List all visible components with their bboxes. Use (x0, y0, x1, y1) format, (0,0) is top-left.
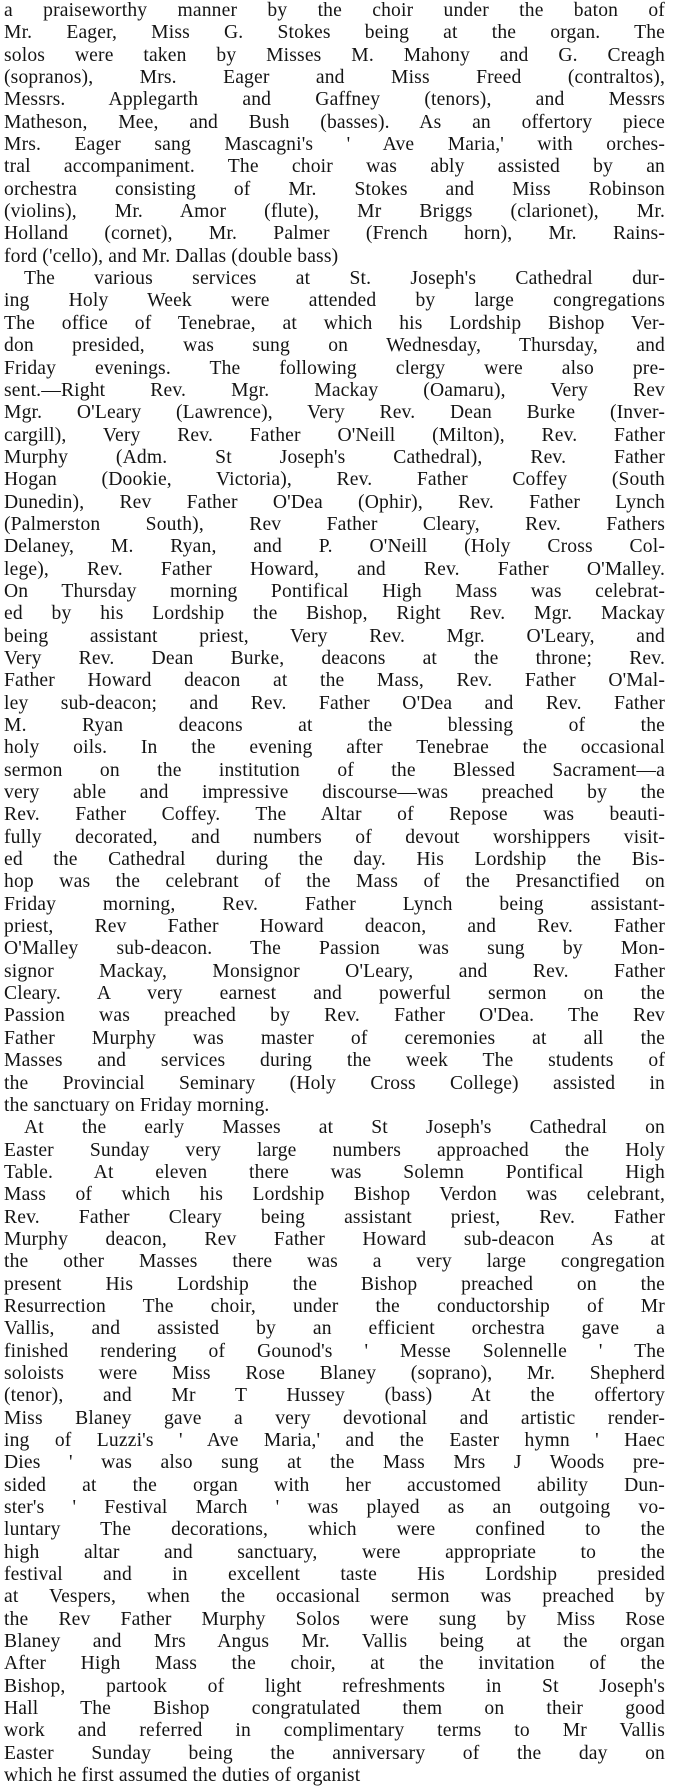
text-line: ing of Luzzi's ' Ave Maria,' and the Easter hymn ' Haec (4, 1430, 665, 1451)
text-line: being assistant priest, Very Rev. Mgr. O'Leary, and (4, 625, 665, 647)
text-line: lege), Rev. Father Howard, and Rev. Father O'Malley. (4, 558, 665, 580)
text-line: soloists were Miss Rose Blaney (soprano), Mr. Shepherd (4, 1362, 665, 1384)
text-line: Mr. Eager, Miss G. Stokes being at the organ. The (4, 22, 665, 44)
text-line: (Palmerston South), Rev Father Cleary, Rev. Fathers (4, 513, 665, 535)
text-line: Father Murphy was master of ceremonies at all the (4, 1027, 665, 1049)
text-line: ing Holy Week were attended by large congregations (4, 290, 665, 312)
text-line: The various services at St. Joseph's Cathedral dur- (24, 268, 665, 290)
text-line: signor Mackay, Monsignor O'Leary, and Rev. Father (4, 960, 665, 982)
article-column (4, 0, 665, 1788)
article-paragraph (4, 1117, 665, 1787)
text-line: ster's ' Festival March ' was played as an outgoing vo- (4, 1497, 665, 1519)
text-line: Dies ' was also sung at the Mass Mrs J Woods pre- (4, 1452, 665, 1474)
text-line: which he first assumed the duties of organist (4, 1765, 361, 1787)
text-line: finished rendering of Gounod's ' Messe Solennelle ' The (4, 1340, 665, 1362)
text-line: The office of Tenebrae, at which his Lordship Bishop Ver- (4, 312, 665, 334)
text-line: Resurrection The choir, under the conductorship of Mr (4, 1295, 665, 1317)
text-line: ed by his Lordship the Bishop, Right Rev. Mgr. Mackay (4, 603, 665, 625)
text-line: Dunedin), Rev Father O'Dea (Ophir), Rev. Father Lynch (4, 491, 665, 513)
text-line: Masses and services during the week The students of (4, 1050, 665, 1072)
text-line: the Rev Father Murphy Solos were sung by Miss Rose (4, 1608, 665, 1630)
text-line: Vallis, and assisted by an efficient orchestra gave a (4, 1318, 665, 1340)
text-line: ed the Cathedral during the day. His Lordship the Bis- (4, 849, 665, 871)
text-line: Easter Sunday being the anniversary of the day on (4, 1742, 665, 1764)
text-line: Hall The Bishop congratulated them on their good (4, 1698, 665, 1720)
text-line: the sanctuary on Friday morning. (4, 1094, 270, 1116)
text-line: luntary The decorations, which were confined to the (4, 1519, 665, 1541)
text-line: Bishop, partook of light refreshments in St Joseph's (4, 1675, 665, 1697)
text-line: Delaney, M. Ryan, and P. O'Neill (Holy Cross Col- (4, 536, 665, 558)
text-line: sermon on the institution of the Blessed Sacrament—a (4, 759, 665, 781)
text-line: Hogan (Dookie, Victoria), Rev. Father Coffey (South (4, 469, 665, 491)
text-line: Father Howard deacon at the Mass, Rev. Father O'Mal- (4, 670, 665, 692)
text-line: (violins), Mr. Amor (flute), Mr Briggs (clarionet), Mr. (4, 201, 665, 223)
article-paragraph (4, 0, 665, 268)
text-line: very able and impressive discourse—was preached by the (4, 782, 665, 804)
text-line: fully decorated, and numbers of devout worshippers visit- (4, 826, 665, 848)
text-line: sided at the organ with her accustomed ability Dun- (4, 1474, 665, 1496)
text-line: orchestra consisting of Mr. Stokes and Miss Robinson (4, 178, 665, 200)
text-line: the other Masses there was a very large congregation (4, 1251, 665, 1273)
text-line: At the early Masses at St Joseph's Cathedral on (24, 1117, 665, 1139)
text-line: cargill), Very Rev. Father O'Neill (Milton), Rev. Father (4, 424, 665, 446)
text-line: ford ('cello), and Mr. Dallas (double bass) (4, 245, 339, 267)
text-line: ley sub-deacon; and Rev. Father O'Dea and Rev. Father (4, 692, 665, 714)
text-line: Blaney and Mrs Angus Mr. Vallis being at the organ (4, 1631, 665, 1653)
text-line: Messrs. Applegarth and Gaffney (tenors), and Messrs (4, 89, 665, 111)
text-line: holy oils. In the evening after Tenebrae the occasional (4, 737, 665, 759)
text-line: Murphy deacon, Rev Father Howard sub-deacon As at (4, 1228, 665, 1250)
text-line: Friday morning, Rev. Father Lynch being assistant- (4, 893, 665, 915)
text-line: Rev. Father Cleary being assistant priest, Rev. Father (4, 1206, 665, 1228)
text-line: Friday evenings. The following clergy were also pre- (4, 357, 665, 379)
text-line: the Provincial Seminary (Holy Cross College) assisted in (4, 1072, 665, 1094)
text-line: Murphy (Adm. St Joseph's Cathedral), Rev. Father (4, 446, 665, 468)
text-line: Rev. Father Coffey. The Altar of Repose was beauti- (4, 804, 665, 826)
article-paragraph (4, 268, 665, 1117)
text-line: M. Ryan deacons at the blessing of the (4, 715, 665, 736)
text-line: don presided, was sung on Wednesday, Thursday, and (4, 335, 665, 357)
text-line: (tenor), and Mr T Hussey (bass) At the offertory (4, 1385, 665, 1407)
text-line: Mrs. Eager sang Mascagni's ' Ave Maria,' with orches- (4, 134, 665, 156)
text-line: Passion was preached by Rev. Father O'Dea. The Rev (4, 1005, 665, 1027)
text-line: sent.—Right Rev. Mgr. Mackay (Oamaru), Very Rev (4, 379, 665, 401)
text-line: Easter Sunday very large numbers approached the Holy (4, 1139, 665, 1161)
text-line: hop was the celebrant of the Mass of the Presanctified on (4, 871, 665, 893)
text-line: O'Malley sub-deacon. The Passion was sung by Mon- (4, 938, 665, 960)
text-line: (sopranos), Mrs. Eager and Miss Freed (contraltos), (4, 67, 665, 89)
text-line: at Vespers, when the occasional sermon was preached by (4, 1586, 665, 1608)
text-line: Matheson, Mee, and Bush (basses). As an offertory piece (4, 111, 665, 133)
text-line: On Thursday morning Pontifical High Mass was celebrat- (4, 580, 665, 602)
text-line: a praiseworthy manner by the choir under the baton of (4, 0, 665, 21)
text-line: Holland (cornet), Mr. Palmer (French horn), Mr. Rains- (4, 223, 665, 245)
text-line: Table. At eleven there was Solemn Pontifical High (4, 1161, 665, 1183)
text-line: present His Lordship the Bishop preached on the (4, 1273, 665, 1295)
text-line: Miss Blaney gave a very devotional and artistic render- (4, 1407, 665, 1429)
text-line: Mass of which his Lordship Bishop Verdon was celebrant, (4, 1184, 665, 1206)
text-line: Cleary. A very earnest and powerful sermon on the (4, 983, 665, 1005)
text-line: After High Mass the choir, at the invitation of the (4, 1653, 665, 1675)
text-line: tral accompaniment. The choir was ably assisted by an (4, 156, 665, 178)
text-line: festival and in excellent taste His Lordship presided (4, 1564, 665, 1586)
text-line: high altar and sanctuary, were appropriate to the (4, 1541, 665, 1563)
text-line: solos were taken by Misses M. Mahony and G. Creagh (4, 44, 665, 66)
text-line: priest, Rev Father Howard deacon, and Rev. Father (4, 916, 665, 938)
text-line: work and referred in complimentary terms to Mr Vallis (4, 1720, 665, 1742)
text-line: Mgr. O'Leary (Lawrence), Very Rev. Dean Burke (Inver- (4, 402, 665, 424)
text-line: Very Rev. Dean Burke, deacons at the throne; Rev. (4, 647, 665, 669)
